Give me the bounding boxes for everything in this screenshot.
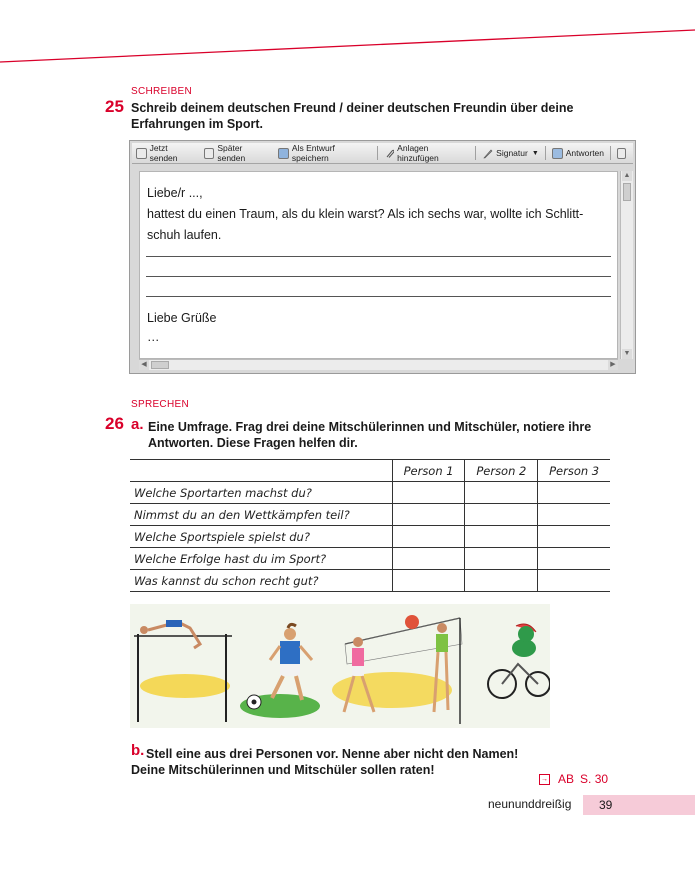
column-header-person-2: Person 2 [465,460,538,482]
column-header-person-3: Person 3 [538,460,610,482]
answer-cell[interactable] [392,504,465,526]
answer-cell[interactable] [538,482,610,504]
send-now-button[interactable] [132,144,200,162]
table-corner-cell [130,460,392,482]
section-label-writing: SCHREIBEN [131,86,193,97]
table-row [130,526,610,548]
answer-cell[interactable] [465,548,538,570]
send-now-label: Jetzt senden [149,143,178,163]
paperclip-icon [384,148,395,159]
email-closing: Liebe Grüße [147,311,217,325]
clock-send-icon [204,148,215,159]
page-number-word: neununddreißig [488,797,572,811]
header-rule [0,0,695,70]
task-26-a-line-2: Antworten. Diese Fragen helfen dir. [148,436,358,450]
scroll-down-icon[interactable]: ▼ [623,350,631,357]
email-text-line-2: schuh laufen. [147,228,222,242]
reply-button[interactable] [548,144,608,162]
question-cell: Welche Sportarten machst du? [130,482,392,504]
task-25-line-2: Erfahrungen im Sport. [131,117,263,131]
toolbar-separator [545,146,546,160]
workbook-label: AB [558,772,575,786]
answer-cell[interactable] [465,504,538,526]
signature-dropdown[interactable] [478,144,543,162]
table-row [130,548,610,570]
task-26-b-line-2: Deine Mitschülerinnen und Mitschüler sollen raten! [131,763,435,777]
answer-cell[interactable] [392,526,465,548]
reply-label: Antworten [565,148,605,158]
more-button[interactable] [613,144,633,162]
answer-cell[interactable] [392,570,465,592]
scroll-right-icon[interactable]: ▶ [608,360,618,370]
task-26-a-instruction [148,419,591,451]
question-cell: Welche Sportspiele spielst du? [130,526,392,548]
send-later-label: Später senden [217,143,246,163]
page-number: 39 [599,798,613,812]
answer-cell[interactable] [538,504,610,526]
answer-cell[interactable] [538,548,610,570]
save-draft-label: Als Entwurf speichern [291,143,335,163]
save-draft-button[interactable] [274,144,374,162]
attach-button[interactable] [380,144,474,162]
scroll-up-icon[interactable]: ▲ [623,172,631,179]
arrow-box-icon: → [541,775,548,783]
answer-cell[interactable] [538,570,610,592]
scroll-left-icon[interactable]: ◀ [139,360,149,370]
task-25-instruction [131,100,573,132]
scroll-thumb[interactable] [623,183,631,201]
answer-cell[interactable] [392,482,465,504]
email-body[interactable] [139,171,618,359]
task-number-26: 26 [105,414,124,433]
send-icon [136,148,147,159]
page-number-bar [583,795,695,815]
task-26-b-letter: b. [131,742,145,759]
email-toolbar [132,143,633,164]
writing-line [146,256,611,257]
horizontal-scrollbar[interactable] [139,359,618,370]
answer-cell[interactable] [465,482,538,504]
question-cell: Was kannst du schon recht gut? [130,570,392,592]
chevron-down-icon: ▼ [531,149,539,157]
section-label-speaking: SPRECHEN [131,399,189,410]
survey-table [130,459,610,592]
column-header-person-1: Person 1 [392,460,465,482]
task-26-b-line-1: Stell eine aus drei Personen vor. Nenne aber nicht den Namen! [146,747,519,761]
toolbar-separator [377,146,378,160]
table-row [130,570,610,592]
signature-label: Signatur [496,148,528,158]
reply-icon [552,148,563,159]
task-25-line-1: Schreib deinem deutschen Freund / deiner deutschen Freundin über deine [131,101,574,115]
email-window [129,140,636,374]
task-number-25: 25 [105,97,124,116]
answer-cell[interactable] [465,526,538,548]
email-ellipsis: … [147,330,160,344]
toolbar-separator [475,146,476,160]
email-greeting: Liebe/r ..., [147,186,203,200]
table-header-row [130,460,610,482]
task-26-b-instruction [131,746,518,778]
question-cell: Nimmst du an den Wettkämpfen teil? [130,504,392,526]
toolbar-separator [610,146,611,160]
attach-label: Anlagen hinzufügen [397,143,439,163]
list-icon [617,148,626,159]
table-row [130,482,610,504]
answer-cell[interactable] [392,548,465,570]
writing-line [146,296,611,297]
scroll-thumb[interactable] [151,361,169,369]
sports-illustration [130,604,550,728]
send-later-button[interactable] [200,144,275,162]
task-26-a-line-1: Eine Umfrage. Frag drei deine Mitschülerinnen und Mitschüler, notiere ihre [148,420,592,434]
workbook-reference[interactable] [539,772,608,786]
answer-cell[interactable] [465,570,538,592]
task-26-a-letter: a. [131,416,144,433]
email-text-line-1: hattest du einen Traum, als du klein warst? Als ich sechs war, wollte ich Schlitt- [147,207,584,221]
writing-line [146,276,611,277]
question-cell: Welche Erfolge hast du im Sport? [130,548,392,570]
disk-icon [278,148,289,159]
pen-icon [482,148,493,159]
workbook-page: S. 30 [580,772,609,786]
answer-cell[interactable] [538,526,610,548]
table-row [130,504,610,526]
vertical-scrollbar[interactable] [620,171,633,359]
